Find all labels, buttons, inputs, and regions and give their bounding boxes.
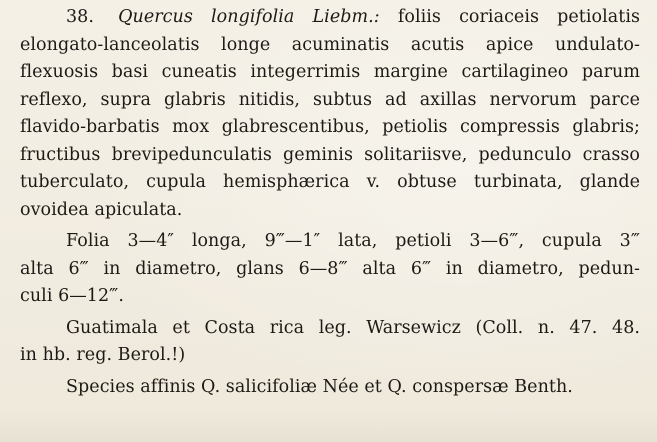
entry-line-1 xyxy=(20,4,640,32)
measurements-line: culi 6—12‴. xyxy=(20,286,124,306)
affinity-line: Species affinis Q. salicifoliæ Née et Q. conspersæ Benth. xyxy=(66,376,573,397)
description-line: elongato-lanceolatis longe acuminatis acutis apice undulato- xyxy=(20,34,640,55)
locality-line: in hb. reg. Berol.!) xyxy=(20,345,186,365)
measurements-paragraph xyxy=(20,228,640,311)
entry-number: 38. xyxy=(66,7,94,27)
species-name: Quercus longifolia Liebm.: xyxy=(118,7,380,27)
description-line: reflexo, supra glabris nitidis, subtus ad axillas nervorum parce xyxy=(20,89,640,110)
description-line: flexuosis basi cuneatis integerrimis margine cartilagineo parum xyxy=(20,62,640,82)
description-line: foliis coriaceis petiolatis xyxy=(397,7,640,27)
locality-line: Guatimala et Costa rica leg. Warsewicz (Coll. n. 47. 48. xyxy=(66,317,640,338)
description-line: flavido-barbatis mox glabrescentibus, petiolis compressis glabris; xyxy=(20,117,640,137)
description-line: ovoidea apiculata. xyxy=(20,199,183,220)
affinity-paragraph xyxy=(20,374,640,402)
description-line: tuberculato, cupula hemisphærica v. obtuse turbinata, glande xyxy=(20,172,640,192)
species-entry xyxy=(20,4,640,224)
locality-paragraph xyxy=(20,315,640,370)
description-line: fructibus brevipedunculatis geminis solitariisve, pedunculo crasso xyxy=(20,144,640,165)
bottom-page-edge xyxy=(0,410,657,442)
text-body xyxy=(20,4,640,401)
measurements-line: alta 6‴ in diametro, glans 6—8‴ alta 6‴ in diametro, pedun- xyxy=(20,258,640,279)
measurements-line: Folia 3—4″ longa, 9‴—1″ lata, petioli 3—6‴, cupula 3‴ xyxy=(66,231,640,251)
